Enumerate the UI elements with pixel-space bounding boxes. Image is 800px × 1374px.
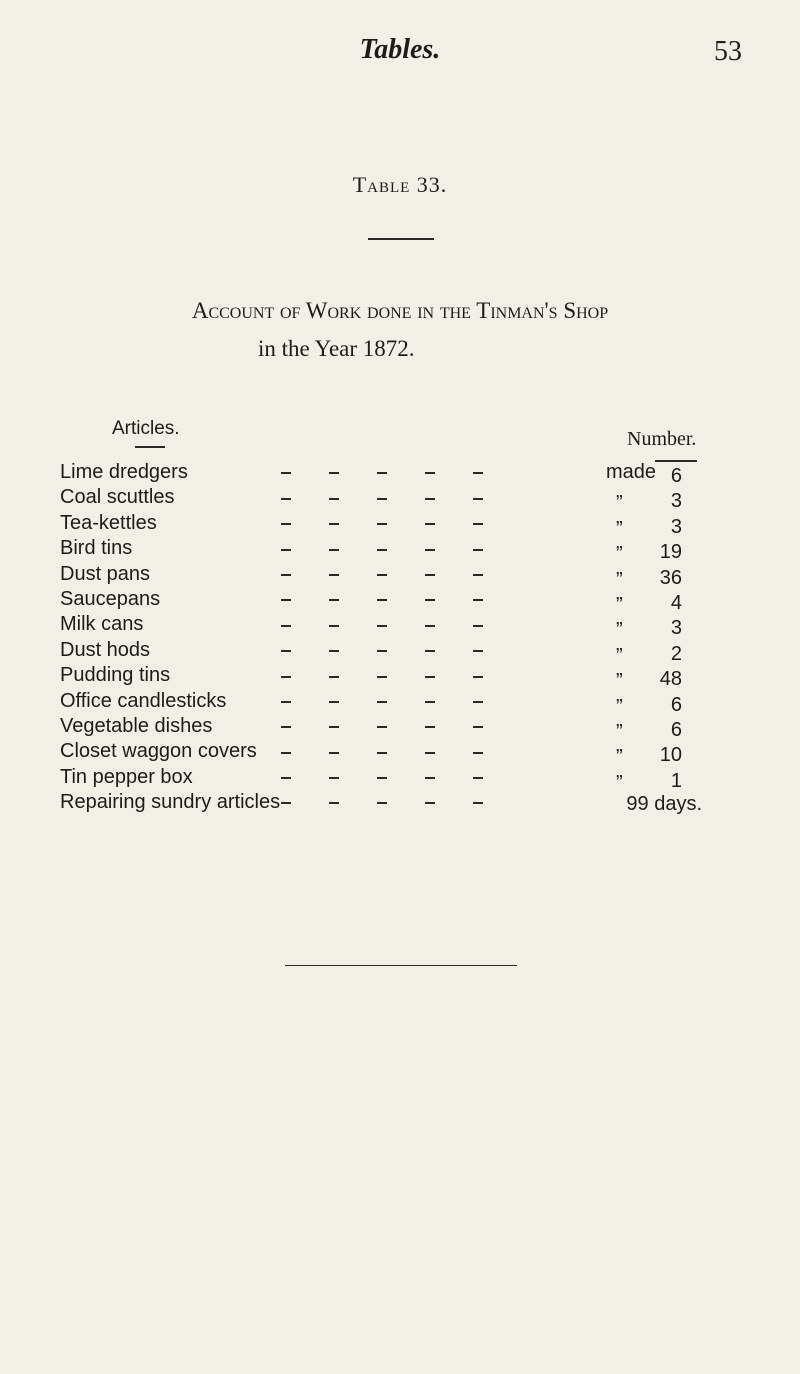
leader-dashes: [262, 664, 502, 687]
number-value: 99 days.: [626, 793, 702, 816]
number-column-header: Number.: [627, 428, 697, 450]
article-name: Office candlesticks: [60, 689, 227, 712]
article-name: Tin pepper box: [60, 765, 193, 788]
leader-dashes: [262, 766, 502, 789]
article-name: Saucepans: [60, 587, 161, 610]
leader-dashes: [262, 613, 502, 636]
number-value: 6: [670, 465, 682, 487]
number-value: 4: [670, 591, 682, 614]
made-label: ”: [616, 619, 623, 642]
work-table: [0, 461, 800, 816]
article-name: Pudding tins: [60, 664, 171, 687]
made-label: ”: [616, 593, 623, 616]
article-name: Coal scuttles: [60, 486, 175, 509]
number-value: 3: [670, 515, 682, 538]
made-label: ”: [616, 543, 623, 566]
number-value: 36: [659, 566, 682, 589]
bottom-rule: [285, 965, 517, 966]
table-row: [0, 511, 800, 540]
caption-line-2: in the Year 1872.: [258, 336, 415, 361]
article-name: Lime dredgers: [60, 461, 188, 483]
made-label: ”: [616, 568, 623, 591]
article-name: Repairing sundry articles: [60, 791, 281, 814]
article-name: Tea-kettles: [60, 511, 157, 534]
made-label: ”: [616, 670, 623, 693]
leader-dashes: [262, 690, 502, 713]
table-row: [0, 613, 800, 642]
made-label: ”: [616, 695, 623, 718]
leader-dashes: [262, 537, 502, 560]
leader-dashes: [262, 486, 502, 509]
table-row: [0, 714, 800, 743]
article-name: Dust pans: [60, 562, 151, 585]
article-name: Closet waggon covers: [60, 740, 257, 763]
leader-dashes: [262, 791, 502, 814]
number-value: 48: [659, 668, 682, 691]
divider-rule: [368, 238, 434, 240]
number-value: 3: [670, 490, 682, 513]
articles-header-rule: [135, 446, 165, 448]
table-row: [0, 587, 800, 616]
made-label: ”: [616, 644, 623, 667]
article-name: Vegetable dishes: [60, 714, 213, 737]
number-value: 19: [659, 541, 682, 564]
leader-dashes: [262, 639, 502, 662]
number-value: 2: [670, 642, 682, 665]
leader-dashes: [262, 588, 502, 611]
article-name: Milk cans: [60, 613, 144, 636]
made-label: ”: [616, 517, 623, 540]
made-label: ”: [616, 746, 623, 769]
number-value: 3: [670, 617, 682, 640]
articles-column-header: Articles.: [112, 418, 180, 439]
table-row: [0, 689, 800, 718]
leader-dashes: [262, 715, 502, 738]
made-label: ”: [616, 771, 623, 794]
leader-dashes: [262, 461, 502, 484]
table-row: [0, 740, 800, 769]
table-row: [0, 638, 800, 667]
leader-dashes: [262, 512, 502, 535]
table-row: [0, 461, 800, 486]
running-title: Tables.: [359, 34, 441, 65]
page-number: 53: [714, 36, 742, 67]
made-label: ”: [616, 720, 623, 743]
table-row: [0, 537, 800, 566]
number-value: 6: [670, 718, 682, 741]
table-row: [0, 562, 800, 591]
table-row: [0, 791, 800, 816]
table-row: [0, 664, 800, 693]
article-name: Dust hods: [60, 638, 151, 661]
number-value: 10: [659, 744, 682, 767]
leader-dashes: [262, 740, 502, 763]
leader-dashes: [262, 563, 502, 586]
table-row: [0, 765, 800, 794]
made-label: ”: [616, 492, 623, 515]
number-value: 6: [670, 693, 682, 716]
made-label: made: [606, 461, 657, 483]
article-name: Bird tins: [60, 537, 133, 560]
table-row: [0, 486, 800, 515]
caption-line-1: Account of Work done in the Tinman's Shop: [191, 298, 609, 323]
number-value: 1: [670, 769, 682, 792]
table-label: Table 33.: [352, 172, 448, 197]
